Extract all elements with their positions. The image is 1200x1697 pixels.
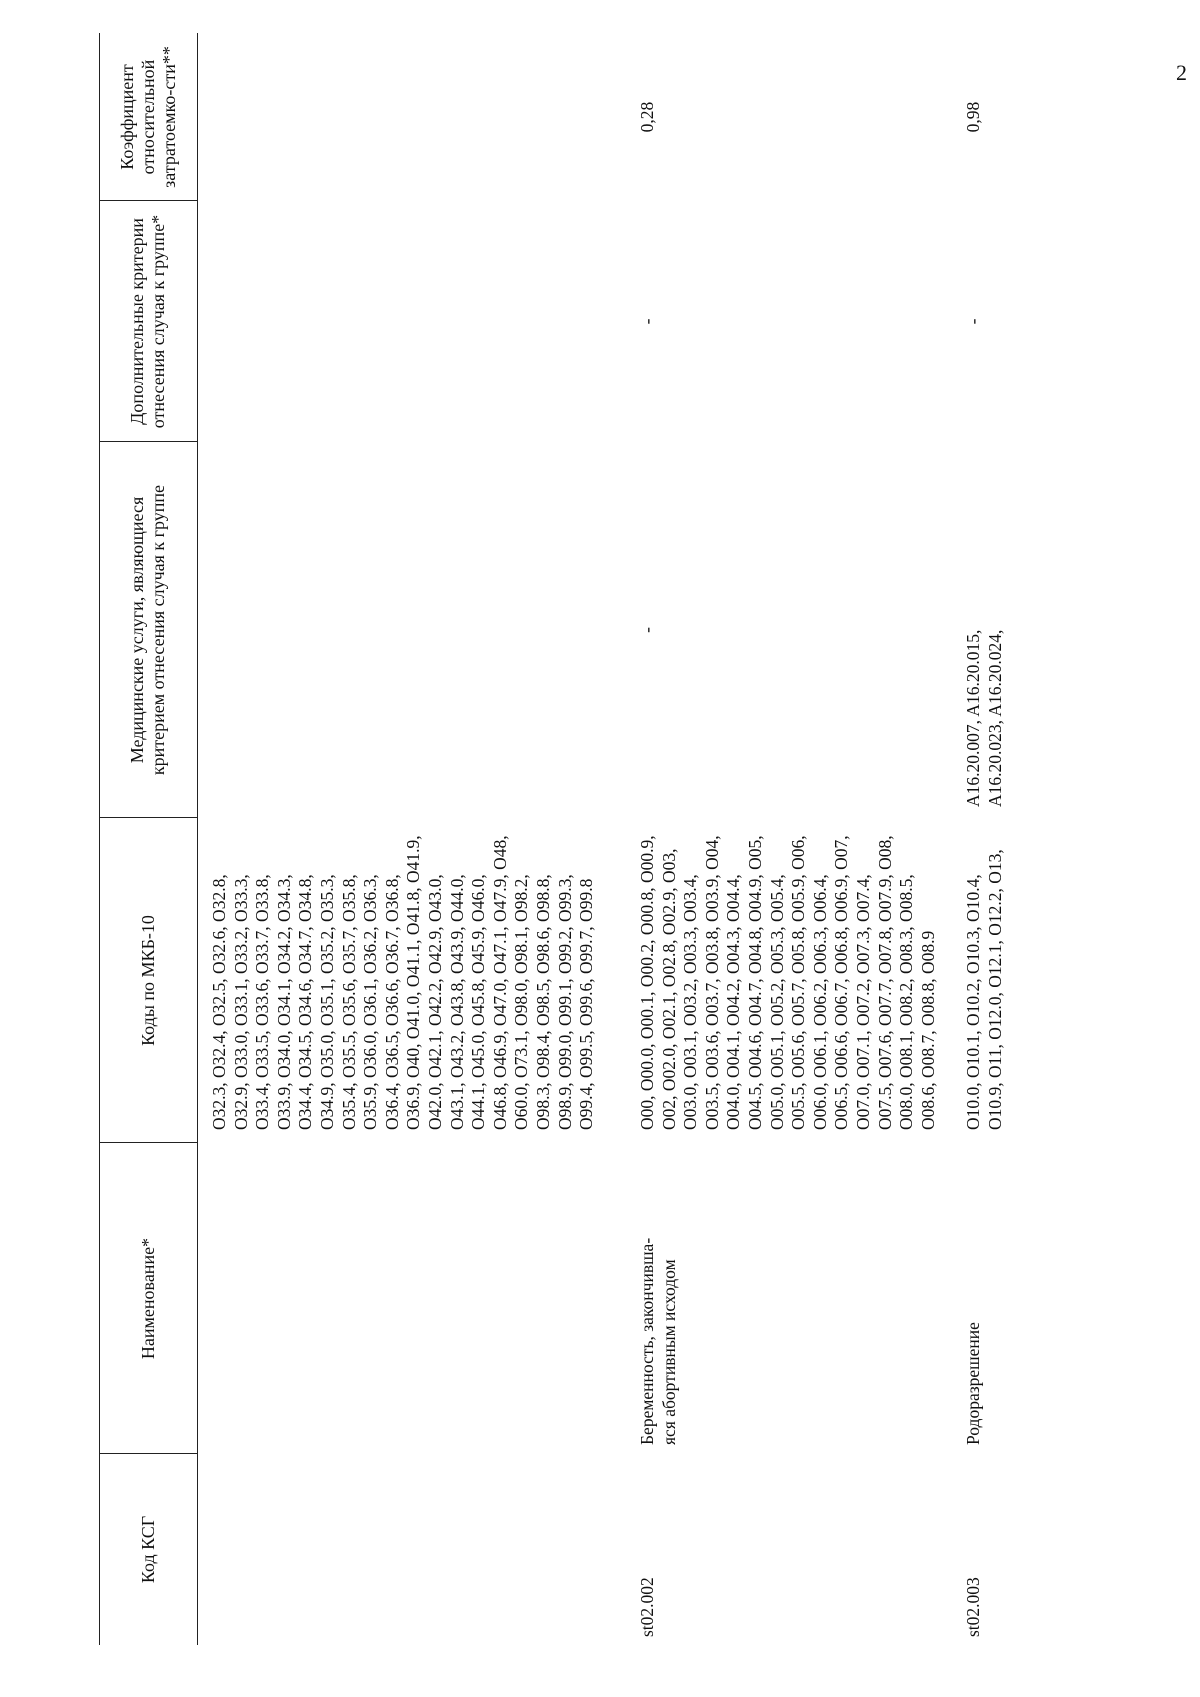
header-bottom-border xyxy=(197,33,198,1645)
header-code: Код КСГ xyxy=(137,1515,158,1584)
row-st02-003-code: st02.003 xyxy=(963,1577,983,1637)
row-st02-003-services: A16.20.007, A16.20.015, A16.20.023, A16.20.024, xyxy=(963,629,1005,807)
row-st02-003-criteria: - xyxy=(963,318,983,325)
row-st02-002-coefficient: 0,28 xyxy=(637,101,657,133)
row-st02-002-criteria: - xyxy=(637,318,657,325)
page-number: 2 xyxy=(1176,60,1187,85)
row-st02-002-code: st02.002 xyxy=(637,1577,657,1637)
row-continued-mkb-codes: О32.3, О32.4, О32.5, О32.6, О32.8, О32.9, О33.0, О33.1, О33.2, О33.3, О33.4, О33.5, О33.6, О33.7, О33.8, О33.9, О34.0, О34.1, О34.2, О34.3, О34.4, О34.5, О34.6, О34.7, О34.8, О34.9, О35.0, О35.1, О35.2, О35.3, О35.4, О35.5, О35.6, О35.7, О35.8, О35.9, О36.0, О36.1, О36.2, О36.3, О36.4, О36.5, О36.6, О36.7, О36.8, О36.9, О40, О41.0, О41.1, О41.8, О41.9, О42.0, О42.1, О42.2, О42.9, О43.0, О43.1, О43.2, О43.8, О43.9, О44.0, О44.1, О45.0, О45.8, О45.9, О46.0, О46.8, О46.9, О47.0, О47.1, О47.9, О48, О60.0, О73.1, О98.0, О98.1, О98.2, О98.3, О98.4, О98.5, О98.6, О98.8, О98.9, О99.0, О99.1, О99.2, О99.3, О99.4, О99.5, О99.6, О99.7, О99.8 xyxy=(209,835,597,1130)
row-st02-003-mkb-codes: О10.0, О10.1, О10.2, О10.3, О10.4, О10.9, О11, О12.0, О12.1, О12.2, О13, xyxy=(963,849,1005,1130)
header-mkb: Коды по МКБ-10 xyxy=(137,915,158,1046)
row-st02-002-name: Беременность, закончивша- яся абортивным исходом xyxy=(637,1237,679,1445)
row-st02-002-mkb-codes: О00, О00.0, О00.1, О00.2, О00.8, О00.9, О02, О02.0, О02.1, О02.8, О02.9, О03, О03.0, О03.1, О03.2, О03.3, О03.4, О03.5, О03.6, О03.7, О03.8, О03.9, О04, О04.0, О04.1, О04.2, О04.3, О04.4, О04.5, О04.6, О04.7, О04.8, О04.9, О05, О05.0, О05.1, О05.2, О05.3, О05.4, О05.5, О05.6, О05.7, О05.8, О05.9, О06, О06.0, О06.1, О06.2, О06.3, О06.4, О06.5, О06.6, О06.7, О06.8, О06.9, О07, О07.0, О07.1, О07.2, О07.3, О07.4, О07.5, О07.6, О07.7, О07.8, О07.9, О08, О08.0, О08.1, О08.2, О08.3, О08.5, О08.6, О08.7, О08.8, О08.9 xyxy=(637,835,938,1130)
header-coef: Коэффициент относительной затратоемко-сти** xyxy=(116,46,179,188)
row-st02-003-name: Родоразрешение xyxy=(963,1322,983,1445)
row-st02-002-services: - xyxy=(637,627,657,633)
row-st02-003-coefficient: 0,98 xyxy=(963,101,983,133)
header-services: Медицинские услуги, являющиеся критерием отнесения случая к группе xyxy=(127,484,168,776)
rotated-table xyxy=(99,33,1134,1645)
header-criteria: Дополнительные критерии отнесения случая к группе* xyxy=(127,214,168,429)
header-name: Наименование* xyxy=(137,1237,158,1360)
